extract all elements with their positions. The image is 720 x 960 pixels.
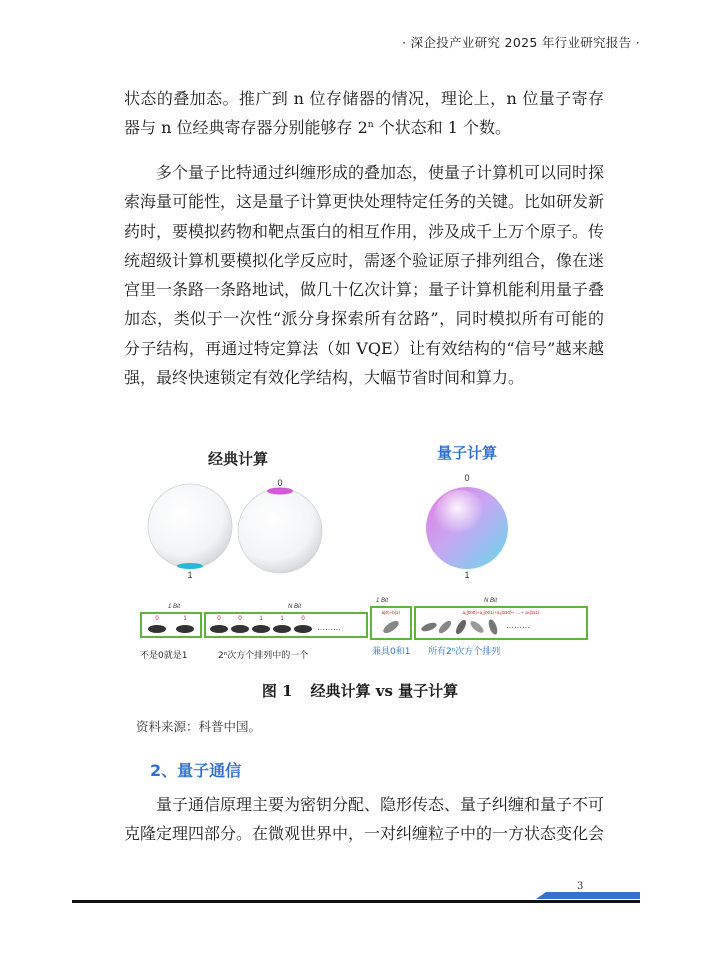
paragraph-entanglement: 多个量子比特通过纠缠形成的叠加态，使量子计算机可以同时探索海量可能性，这是量子计算更快处理特定任务的关键。比如研发新药时，要模拟药物和靶点蛋白的相互作用，涉及成千上万个原子。传统超级计算机要模拟化学反应时，需逐个验证原子排列组合，像在迷宫里一条路一条路地试，做几十亿次计算；量子计算机能利用量子叠加态，类似于一次性“派分身探索所有岔路”，同时模拟所有可能的分子结构，再通过特定算法（如 VQE）让有效结构的“信号”越来越强，最终快速锁定有效化学结构，大幅节省时间和算力。	[124, 163, 605, 388]
state-0-cap	[267, 488, 293, 495]
classical-label-0: 0	[277, 478, 283, 488]
classical-caption-left: 不是0就是1	[140, 651, 188, 661]
classical-n-value-4: 0	[301, 616, 305, 622]
quantum-one-bit-label: 1 Bit	[376, 598, 389, 604]
classical-coin	[231, 625, 249, 633]
page-number: 3	[577, 881, 584, 892]
classical-n-value-0: 0	[217, 616, 221, 622]
state-1-cap	[177, 563, 203, 569]
classical-coin	[176, 625, 194, 633]
classical-label-1: 1	[187, 570, 193, 580]
figure-caption-label: 图 1	[261, 682, 293, 700]
classical-coin	[273, 625, 291, 633]
quantum-n-bit-label: N Bit	[484, 598, 498, 604]
classical-n-value-2: 1	[259, 616, 263, 622]
source-note: 资料来源：科普中国。	[136, 719, 262, 734]
classical-coin	[294, 625, 312, 633]
classical-n-value-1: 0	[238, 616, 242, 622]
quantum-dots: ·········	[506, 623, 530, 632]
paragraph-register-text-a: 状态的叠加态。推广到 n 位存储器的情况，理论上，n 位量子寄存器与 n 位经典寄存器分别能够存 2	[124, 89, 604, 138]
quantum-n-formula: a₁|000⟩+a₂|001⟩+a₃|010⟩+ … + aₙ|111⟩	[462, 610, 540, 615]
classical-coin	[210, 625, 228, 633]
figure-caption	[0, 680, 720, 701]
classical-single-value-0: 0	[155, 616, 159, 622]
paragraph-register	[124, 84, 604, 143]
classical-sphere-0	[238, 489, 322, 573]
quantum-caption-left: 兼具0和1	[372, 647, 411, 657]
classical-dots: ·········	[317, 625, 341, 634]
paragraph-quantum-communication: 量子通信原理主要为密钥分配、隐形传态、量子纠缠和量子不可克隆定理四部分。在微观世界中，一对纠缠粒子中的一方状态变化会	[124, 795, 605, 844]
classical-n-bit-box	[206, 614, 366, 636]
section-heading: 2、量子通信	[150, 761, 242, 780]
superscript-n: n	[367, 120, 374, 131]
classical-n-value-3: 1	[280, 616, 284, 622]
classical-one-bit-label: 1 Bit	[168, 604, 181, 610]
quantum-single-formula: a|0⟩+b|1⟩	[381, 610, 401, 615]
paragraph-register-text-b: 个状态和 1 个数。	[373, 118, 511, 138]
classical-coin	[252, 625, 270, 633]
classical-caption-right: 2ⁿ次方个排列中的一个	[218, 651, 309, 661]
classical-n-bit-label: N Bit	[288, 604, 302, 610]
quantum-label-0: 0	[464, 473, 470, 483]
quantum-title: 量子计算	[436, 445, 498, 462]
figure-caption-text: 经典计算 vs 量子计算	[310, 682, 459, 700]
classical-single-value-1: 1	[183, 616, 187, 622]
classical-title: 经典计算	[207, 451, 269, 468]
footer-accent-bar	[536, 892, 640, 899]
classical-sphere-1	[148, 484, 232, 568]
classical-coin	[148, 625, 166, 633]
running-header: · 深企投产业研究 2025 年行业研究报告 ·	[402, 35, 640, 50]
footer-rule	[72, 900, 640, 903]
quantum-sphere-highlight	[434, 490, 486, 542]
classical-vs-quantum-figure	[140, 436, 590, 676]
quantum-caption-right: 所有2ⁿ次方个排列	[428, 647, 501, 657]
classical-one-bit-box	[142, 614, 200, 636]
quantum-label-1: 1	[464, 570, 470, 580]
